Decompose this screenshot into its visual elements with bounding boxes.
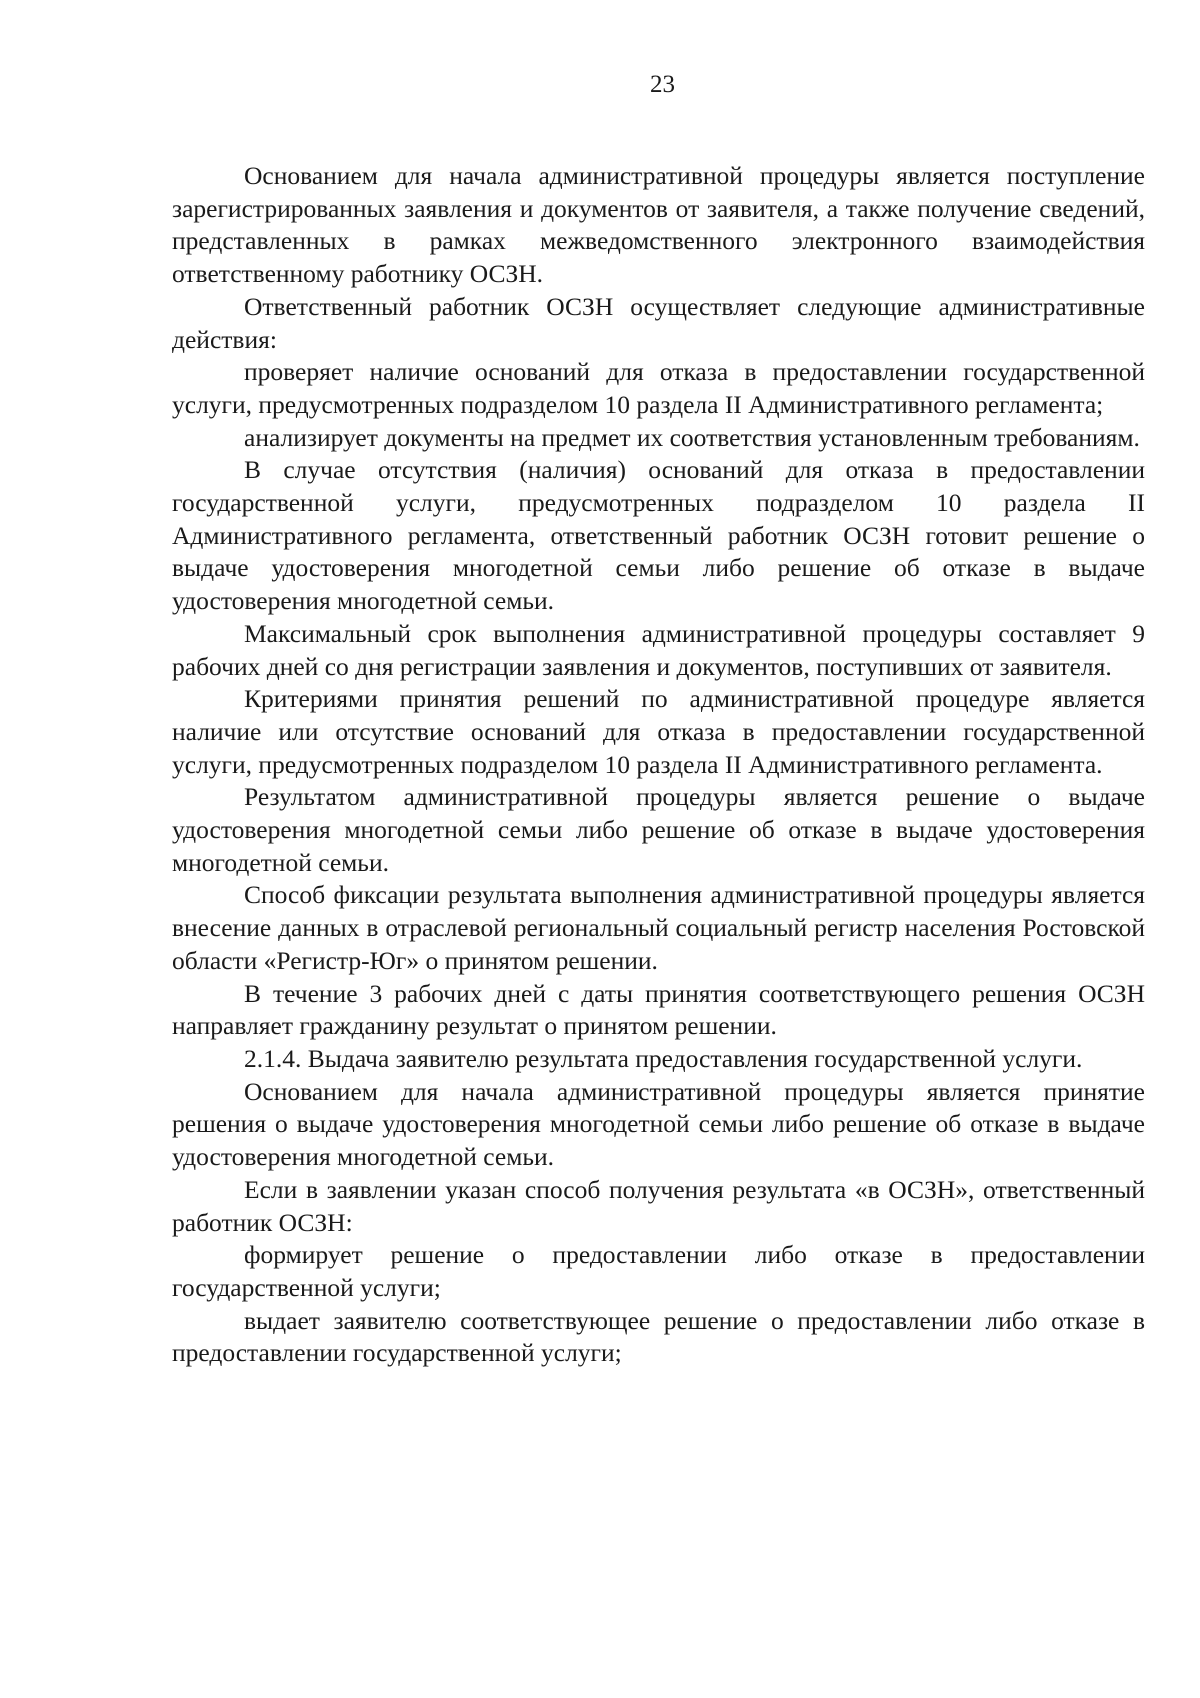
paragraph: Способ фиксации результата выполнения административной процедуры является внесение данных в отраслевой региональный социальный регистр населения Ростовской области «Регистр-Юг» о принятом решении. — [172, 880, 1145, 975]
paragraph: Результатом административной процедуры является решение о выдаче удостоверения многодетной семьи либо решение об отказе в выдаче удостоверения многодетной семьи. — [172, 782, 1145, 877]
paragraph: В случае отсутствия (наличия) оснований для отказа в предоставлении государственной услуги, предусмотренных подразделом 10 раздела II Административного регламента, ответственный работник ОСЗН готовит решение о выдаче удостоверения многодетной семьи либо решение об отказе в выдаче удостоверения многодетной семьи. — [172, 455, 1145, 616]
paragraph: проверяет наличие оснований для отказа в предоставлении государственной услуги, предусмотренных подразделом 10 раздела II Административного регламента; — [172, 357, 1145, 419]
paragraph: выдает заявителю соответствующее решение о предоставлении либо отказе в предоставлении государственной услуги; — [172, 1305, 1145, 1368]
paragraph: формирует решение о предоставлении либо отказе в предоставлении государственной услуги; — [172, 1240, 1145, 1302]
paragraph: анализирует документы на предмет их соответствия установленным требованиям. — [244, 422, 1140, 452]
paragraph: Максимальный срок выполнения административной процедуры составляет 9 рабочих дней со дня регистрации заявления и документов, поступивших от заявителя. — [172, 618, 1145, 681]
document-body — [172, 160, 1145, 1370]
paragraph: Если в заявлении указан способ получения результата «в ОСЗН», ответственный работник ОСЗН: — [172, 1174, 1145, 1237]
page-number: 23 — [650, 71, 675, 98]
paragraph: В течение 3 рабочих дней с даты принятия соответствующего решения ОСЗН направляет гражданину результат о принятом решении. — [172, 978, 1145, 1041]
paragraph: Основанием для начала административной процедуры является принятие решения о выдаче удостоверения многодетной семьи либо решение об отказе в выдаче удостоверения многодетной семьи. — [172, 1076, 1145, 1172]
section-heading-paragraph: 2.1.4. Выдача заявителю результата предоставления государственной услуги. — [244, 1043, 1083, 1073]
paragraph: Ответственный работник ОСЗН осуществляет следующие административные действия: — [172, 291, 1145, 354]
paragraph: Критериями принятия решений по административной процедуре является наличие или отсутствие оснований для отказа в предоставлении государственной услуги, предусмотренных подразделом 10 раздела II Административного регламента. — [172, 684, 1145, 779]
paragraph: Основанием для начала административной процедуры является поступление зарегистрированных заявления и документов от заявителя, а также получение сведений, представленных в рамках межведомственного электронного взаимодействия ответственному работнику ОСЗН. — [172, 161, 1145, 289]
